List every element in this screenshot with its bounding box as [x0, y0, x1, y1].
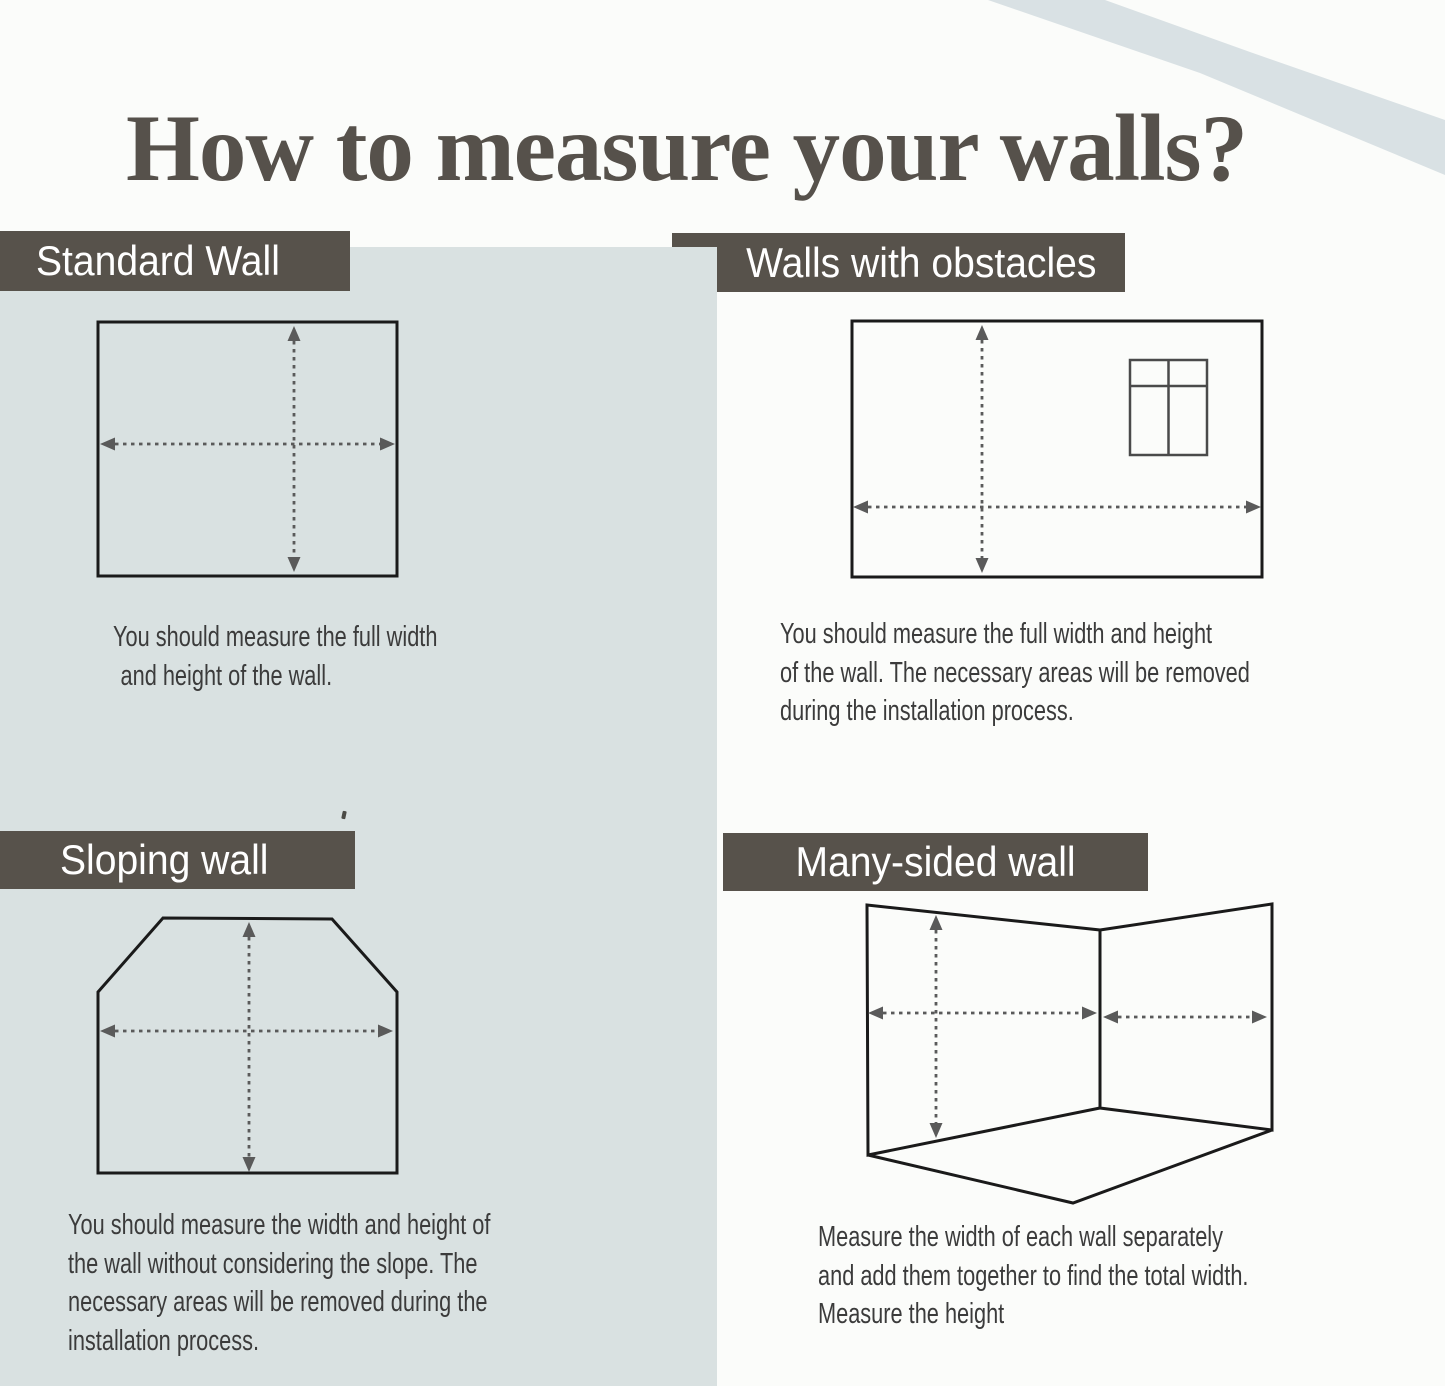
description-line: You should measure the width and height of	[68, 1209, 491, 1241]
wall-with-obstacles-diagram	[842, 311, 1272, 587]
sloping-wall-description	[68, 1206, 490, 1360]
height-measure-arrow	[976, 325, 989, 573]
description-line: the wall without considering the slope. The	[68, 1247, 478, 1280]
description-line: Measure the width of each wall separately	[818, 1221, 1224, 1253]
window-icon	[1130, 360, 1207, 455]
height-measure-arrow	[930, 915, 943, 1138]
standard-wall-diagram	[88, 312, 408, 588]
description-line: of the wall. The necessary areas will be removed	[780, 656, 1250, 689]
width-measure-arrow	[100, 438, 395, 451]
wall-outline	[98, 322, 397, 576]
height-measure-arrow	[243, 922, 256, 1172]
section-header-standard-wall	[0, 231, 350, 291]
section-header-label: Walls with obstacles	[745, 238, 1097, 286]
floor-outline	[868, 1130, 1272, 1203]
section-header-label: Sloping wall	[60, 836, 269, 883]
page-title: How to measure your walls?	[126, 94, 1248, 201]
many-sided-wall-description	[818, 1218, 1248, 1334]
description-line: Measure the height	[818, 1298, 1005, 1330]
width-measure-arrow	[853, 501, 1261, 514]
description-line: during the installation process.	[780, 695, 1074, 727]
walls-with-obstacles-description	[780, 615, 1250, 731]
width-measure-arrow	[100, 1025, 393, 1038]
sloping-wall-diagram	[88, 908, 408, 1184]
right-wall-width-arrow	[1103, 1011, 1267, 1024]
description-line: and add them together to find the total width.	[818, 1259, 1249, 1292]
wall-outline	[98, 918, 397, 1173]
section-header-sloping-wall	[0, 831, 355, 889]
description-line: You should measure the full width	[113, 621, 438, 653]
section-header-label: Standard Wall	[36, 237, 280, 284]
standard-wall-description	[113, 618, 437, 695]
section-header-many-sided-wall	[723, 833, 1148, 891]
section-header-walls-with-obstacles	[717, 233, 1125, 292]
many-sided-wall-diagram	[855, 893, 1285, 1213]
description-line: and height of the wall.	[120, 659, 333, 692]
description-line: You should measure the full width and height	[780, 618, 1213, 650]
height-measure-arrow	[288, 326, 301, 572]
section-header-label: Many-sided wall	[795, 838, 1076, 885]
left-wall-width-arrow	[868, 1007, 1097, 1020]
left-wall-outline	[867, 905, 1100, 1155]
description-line: installation process.	[68, 1324, 260, 1357]
description-line: necessary areas will be removed during the	[68, 1286, 488, 1318]
